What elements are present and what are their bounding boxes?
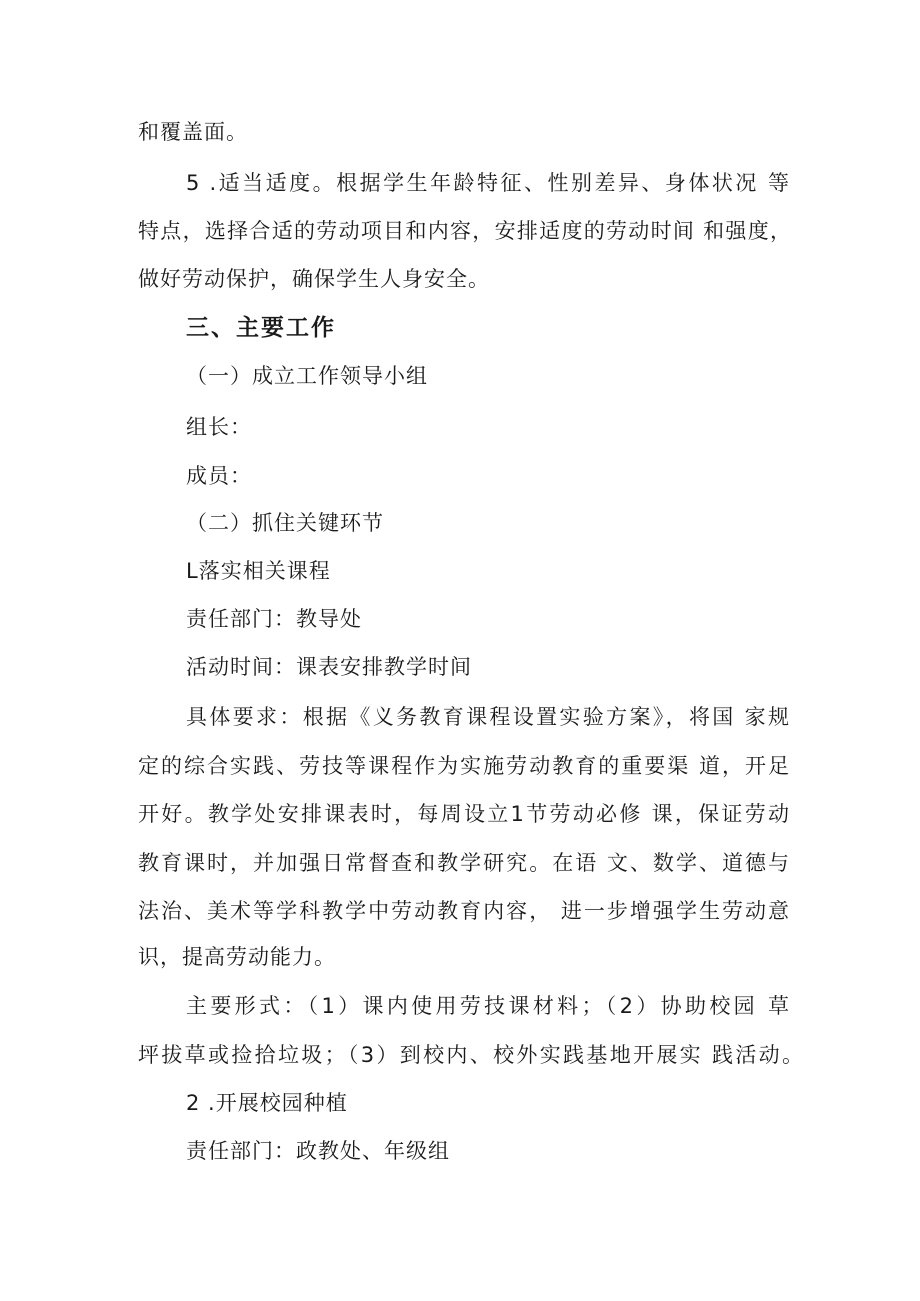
- text-line: 活动时间：课表安排教学时间: [186, 655, 472, 679]
- text-line: 法治、美术等学科教学中劳动教育内容， 进一步增强学生劳动意: [138, 899, 790, 923]
- text-line: 组长：: [186, 415, 252, 439]
- text-line: 具体要求：根据《义务教育课程设置实验方案》，将国 家规: [186, 705, 790, 729]
- text-line: 主要形式：（1）课内使用劳技课材料；（2）协助校园 草: [186, 994, 790, 1018]
- text-line: 成员：: [186, 464, 252, 488]
- text-line: 特点，选择合适的劳动项目和内容，安排适度的劳动时间 和强度，: [138, 219, 792, 243]
- text-line: 责任部门：教导处: [186, 607, 362, 631]
- text-line: 责任部门：政教处、年级组: [186, 1139, 450, 1163]
- text-line: 开好。教学处安排课表时，每周设立1节劳动必修 课，保证劳动: [138, 802, 790, 826]
- text-line: L落实相关课程: [186, 559, 331, 583]
- text-line: 定的综合实践、劳技等课程作为实施劳动教育的重要渠 道，开足: [138, 754, 790, 778]
- text-line: 做好劳动保护，确保学生人身安全。: [138, 267, 490, 291]
- text-line: 5 .适当适度。根据学生年龄特征、性别差异、身体状况 等: [186, 171, 790, 195]
- text-line: 2 .开展校园种植: [186, 1091, 348, 1115]
- text-line: 教育课时，并加强日常督查和教学研究。在语 文、数学、道德与: [138, 851, 790, 875]
- subsection-heading: （二）抓住关键环节: [186, 511, 384, 535]
- text-line: 识，提高劳动能力。: [138, 945, 336, 969]
- text-line: 和覆盖面。: [138, 120, 248, 144]
- section-heading: 三、主要工作: [186, 315, 336, 341]
- subsection-heading: （一）成立工作领导小组: [186, 364, 428, 388]
- text-line: 坪拔草或捡拾垃圾；（3）到校内、校外实践基地开展实 践活动。: [138, 1043, 804, 1067]
